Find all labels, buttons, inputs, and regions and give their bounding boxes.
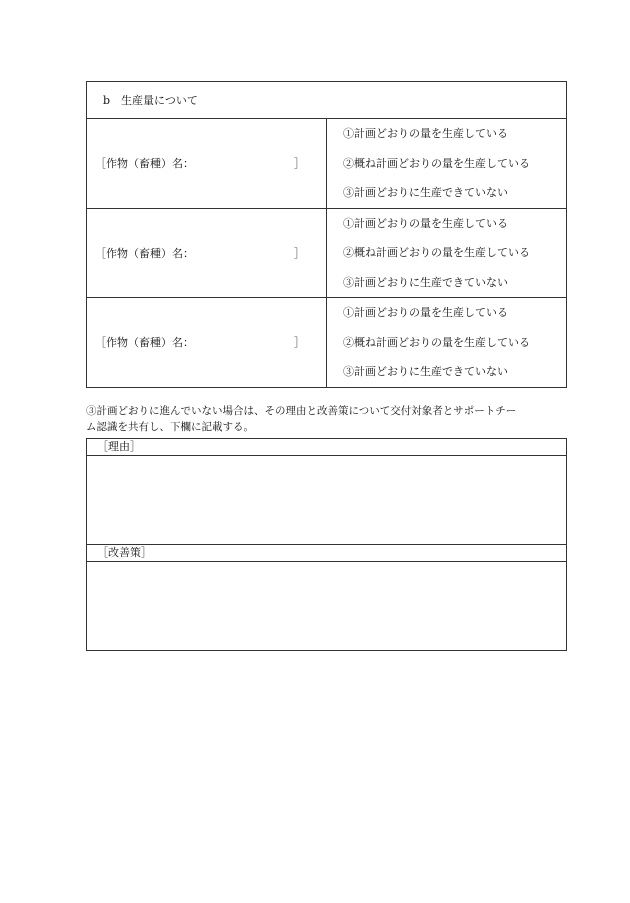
option-not-planned[interactable]: ③計画どおりに生産できていない [343, 275, 508, 289]
option-planned[interactable]: ①計画どおりの量を生産している [343, 216, 508, 230]
crop-name-bracket: ］ [294, 246, 305, 260]
option-not-planned[interactable]: ③計画どおりに生産できていない [343, 365, 508, 378]
reason-label: ［理由］ [87, 439, 566, 456]
table-row [87, 298, 567, 388]
table-header-row [87, 82, 567, 119]
crop-name-cell[interactable] [87, 119, 327, 209]
table-row [87, 208, 567, 298]
crop-name-cell[interactable] [87, 298, 327, 388]
option-planned[interactable]: ①計画どおりの量を生産している [343, 127, 508, 140]
improvement-label: ［改善策］ [87, 545, 566, 562]
options-cell [327, 298, 567, 388]
option-mostly-planned[interactable]: ②概ね計画どおりの量を生産している [343, 156, 530, 170]
option-not-planned[interactable]: ③計画どおりに生産できていない [343, 186, 508, 199]
crop-name-bracket: ］ [294, 336, 305, 350]
note-line: ム認識を共有し、下欄に記載する。 [86, 421, 254, 433]
crop-name-cell[interactable] [87, 208, 327, 298]
table-row [87, 119, 567, 209]
option-mostly-planned[interactable]: ②概ね計画どおりの量を生産している [343, 335, 530, 349]
option-planned[interactable]: ①計画どおりの量を生産している [343, 306, 508, 319]
instruction-note [86, 403, 567, 435]
options-cell [327, 208, 567, 298]
reason-improvement-box [86, 438, 567, 651]
section-title: b 生産量について [87, 82, 567, 119]
options-cell [327, 119, 567, 209]
improvement-text-area[interactable] [87, 562, 566, 650]
note-line: ③計画どおりに進んでいない場合は、その理由と改善策について交付対象者とサポートチー [86, 405, 517, 417]
production-volume-table [86, 81, 567, 388]
crop-name-bracket: ］ [294, 157, 305, 171]
crop-name-label: ［作物（畜種）名： [95, 246, 194, 260]
crop-name-label: ［作物（畜種）名： [95, 157, 194, 171]
option-mostly-planned[interactable]: ②概ね計画どおりの量を生産している [343, 246, 530, 259]
reason-text-area[interactable] [87, 456, 566, 545]
crop-name-label: ［作物（畜種）名： [95, 336, 194, 350]
